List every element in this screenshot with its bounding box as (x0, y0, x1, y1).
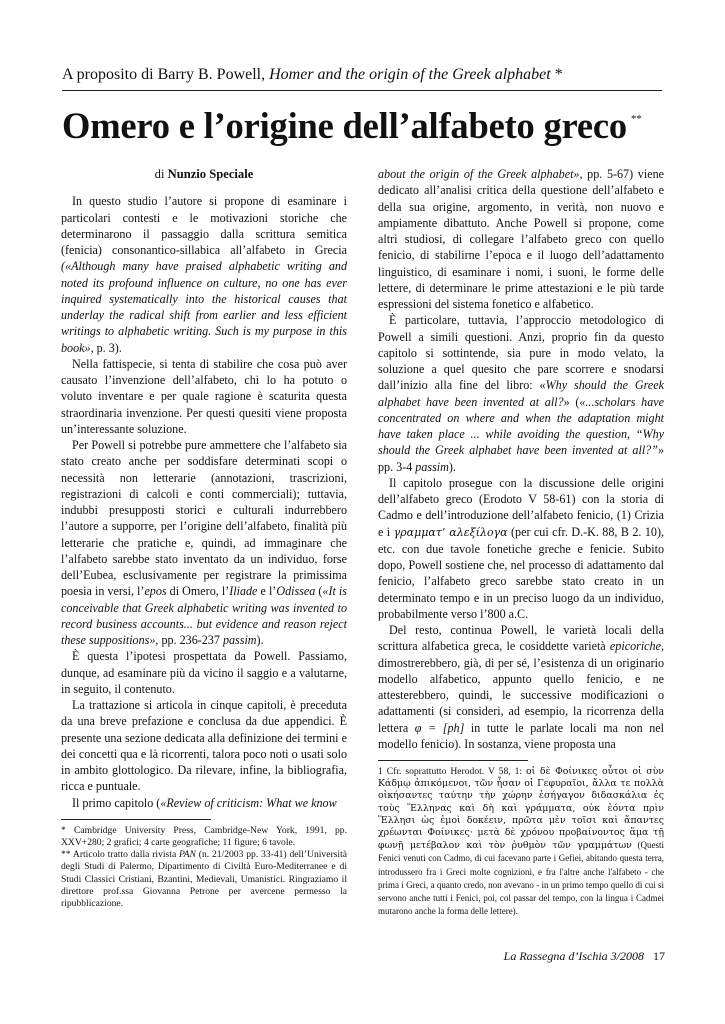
page-number: 17 (653, 949, 665, 963)
italic-term: Iliade (229, 584, 258, 599)
paragraph (378, 475, 664, 622)
text-run: ). (448, 459, 456, 474)
text-run: » pp. 3-4 (378, 443, 664, 474)
italic-term: passim (415, 459, 449, 474)
paragraph: La trattazione si articola in cinque capitoli, è preceduta da una breve prefazione e conclusa da due appendici. È presente una sezione dedicata alla definizione dei termini e dei concetti qua e là ricorrenti, talora poco noti o usati solo in ambito glottologico. Da rilevare, infine, la bibliografia, ricca e puntuale. (61, 698, 347, 794)
text-run: di Omero, l’ (166, 584, 230, 599)
footnote-herodotus (378, 766, 664, 918)
text-run: Per Powell si potrebbe pure ammettere che l’alfabeto sia stato creato anche per soddisfare determinati scopi o necessità non letterarie (annotazioni, trascrizioni, registrazioni di calcoli e conti commerciali); tuttavia, indubbi presupposti storici e culturali indurrebbero l’autore a supporre, per l’origine dell’alfabeto, finalità più letterarie che pratiche e, quindi, ad immaginare che l’alfabeto sarebbe stato inventato da un individuo, forse dell’Eubea, esclusivamente per registrare la primissima poesia in versi, l’ (61, 438, 347, 599)
text-run: e l’ (257, 584, 277, 599)
greek-term: γραμματ’ αλεξίλογα (393, 525, 508, 539)
quote-italic: Why should the Greek alphabet have been invented at all? (378, 378, 664, 409)
paragraph (378, 312, 664, 475)
text-run: ). (256, 633, 264, 647)
text-run: , pp. 5-67) viene dedicato all’analisi critica della questione dell’alfabeto e della sua origine, argomento, in verità, non nuovo e ampiamente dibattuto. Anche Powell si propone, come altri studiosi, di collegare l’alfabeto greco con quello fenicio, di stabilirne l’epoca e il luogo dell’adattamento linguistico, di esaminare i nomi, i suoni, le forme delle lettere, di determinare le prime attestazioni e le più tarde espressioni del sistema fonetico e alfabetico. (378, 167, 664, 311)
left-column (61, 166, 347, 910)
right-column (378, 166, 664, 918)
text-run: , p. 3). (90, 340, 122, 355)
paragraph (378, 166, 664, 312)
italic-term: Odissea (276, 584, 316, 599)
author-name: Nunzio Speciale (167, 167, 254, 181)
footnote-translation: (Questi Fenici venuti con Cadmo, di cui facevano parte i Gefiei, abitando questa terra, introdussero fra i Greci molte cognizioni, e fra l'altre anche l'alfabeto - che prima i Greci, a quanto credo, non avevano - in un primo tempo quello di cui si servono anche tutti i Fenici, poi, col passar del tempo, con la lingua i Cadmei mutarono anche la forma delle lettere). (378, 840, 664, 917)
text-run: Il capitolo prosegue con la discussione delle origini dell’alfabeto greco (Erodoto V 58-61) con la storia di Cadmo e dell’introduzione dell’alfabeto fenicio, (1) Crizia e i (378, 475, 664, 539)
text-run: Del resto, continua Powell, le varietà locali della scrittura alfabetica greca, le cosiddette varietà (378, 623, 664, 654)
article-title-text: Omero e l’origine dell’alfabeto greco (62, 105, 627, 146)
quote-italic: «Review of criticism: What we know (160, 795, 337, 810)
italic-term: passim (222, 633, 257, 647)
footnote-1: * Cambridge University Press, Cambridge-New York, 1991, pp. XXV+280; 2 grafici; 4 carte geografiche; 11 figure; 6 tavole. (61, 824, 347, 848)
italic-term: epicoriche (609, 639, 661, 654)
footnotes (61, 825, 347, 910)
paragraph (61, 795, 347, 811)
greek-quotation: οἱ δὲ Φοίνικες οὗτοι οἱ σὺν Κάδμῳ ἀπικόμενοι, τῶν ἦσαν οἱ Γεφυραῖοι, ἄλλα τε πολλὰ οἰκήσαντες ταύτην τὴν χώρην ἐσήγαγον διδασκάλια ἐς τοὺς Ἕλληνας καὶ δὴ καὶ γράμματα, οὐκ ἐόντα πρὶν Ἕλλησι ὡς ἐμοὶ δοκέειν, πρῶτα μὲν τοῖσι καὶ ἅπαντες χρέωνται Φοίνικες· μετὰ δὲ χρόνου προβαίνοντος ἅμα τῇ φωνῇ μετέβαλον καὶ τὸν ῥυθμὸν τῶν γραμμάτων (378, 766, 664, 852)
paragraph: Nella fattispecie, si tenta di stabilire che cosa può aver causato l’invenzione dell’alfabeto, chi lo ha potuto o voluto inventare e per quale ragione è scaturita questa straordinaria invenzione. Per questi quesiti viene proposta un’interessante soluzione. (61, 356, 347, 436)
article-title (62, 104, 682, 147)
text-run: È particolare, tuttavia, l’approccio metodologico di Powell a simili questioni. Anzi, proprio fin da questo capitolo si sottintende, sia pure in modo velato, la soluzione a quel quesito che pare scorrere e snodarsi dall’inizio alla fine del libro: « (378, 313, 664, 393)
text-run: ( (315, 584, 323, 599)
running-head-prefix: A proposito di Barry B. Powell, (62, 66, 270, 83)
text-run: In questo studio l’autore si propone di esaminare i particolari contesti e le motivazioni storiche che determinarono il passaggio dalla scrittura semitica (fenicia) consonantico-sillabica all’alfabeto in Grecia (61, 194, 347, 257)
footnotes (378, 766, 664, 918)
text-run: (n. 21/2003 pp. 33-41) dell’Università degli Studi di Palermo, Dipartimento di Civiltà Euro-Mediterranee e di Studi Classici Cristiani, Bzantini, Medievali, Umanistici. Ringraziamo il direttore prof.ssa Giovanna Petrone per avercene permesso la ripubblicazione. (61, 849, 347, 909)
text-run: (per cui cfr. D.-K. 88, B 2. 10), etc. con due tavole fonetiche greche e fenicie. Subito dopo, Powell sostiene che, nel processo di adattamento dal fenicio, l’alfabeto greco sarebbe stato creato in un determinato tempo e in un preciso luogo da un individuo, probabilmente verso l’800 a.C. (378, 524, 665, 621)
quote-italic: «It is conceivable that Greek alphabetic writing was invented to record business accounts... but evidence and reason reject these suppositions» (61, 584, 347, 647)
footnote-rule (378, 760, 528, 761)
paragraph (61, 193, 347, 356)
running-head-marker: * (550, 66, 563, 83)
paragraph (61, 437, 347, 648)
quote-italic: about the origin of the Greek alphabet» (378, 167, 580, 181)
journal-name: La Rassegna d’Ischia 3/2008 (503, 949, 644, 963)
text-run: in tutte le parlate locali ma non nel modello fenicio). In sostanza, viene proposta una (378, 720, 665, 751)
footnote-2 (61, 849, 347, 910)
running-head (62, 66, 662, 84)
running-head-book-title: Homer and the origin of the Greek alphabet (269, 66, 551, 83)
footnote-rule (61, 819, 211, 820)
quote-italic: «...scholars have concentrated on where and when the adaptation might have taken place ... while avoiding the question, “Why should the Greek alphabet have been invented at all?” (378, 394, 664, 458)
phonetic-notation: φ = [ph] (414, 720, 465, 735)
page-footer (490, 949, 665, 964)
footnote-label: 1 Cfr. soprattutto Herodot. V 58, 1: (378, 766, 527, 777)
paragraph (378, 622, 664, 752)
text-run: ** Articolo tratto dalla rivista (61, 849, 180, 861)
header-rule (62, 90, 662, 91)
italic-term: epos (144, 584, 167, 599)
paragraph: È questa l’ipotesi prospettata da Powell. Passiamo, dunque, ad esaminare più da vicino il saggio e a valutarne, in seguito, il contenuto. (61, 649, 347, 696)
byline (61, 166, 347, 182)
text-run: , pp. 236-237 (155, 633, 223, 647)
text-run: , dimostrerebbero, già, di per sé, l’esistenza di un originario modello alfabetico, appunto quello fenicio, e ne attesterebbero, quindi, le successive modificazioni o adattamenti (si consideri, ad esempio, la ricorrenza della lettera (378, 639, 664, 735)
text-run: » ( (563, 394, 580, 409)
quote-italic: («Although many have praised alphabetic writing and noted its profound influence on culture, no one has ever inquired systematically into the historical causes that underlay the radical shift from earlier and less efficient writings to alphabetic writing. Such is my purpose in this book» (61, 259, 347, 355)
byline-prefix: di (154, 167, 168, 181)
italic-term: PAN (179, 849, 196, 861)
title-footnote-marker: ** (630, 113, 642, 125)
text-run: Il primo capitolo ( (72, 795, 161, 810)
